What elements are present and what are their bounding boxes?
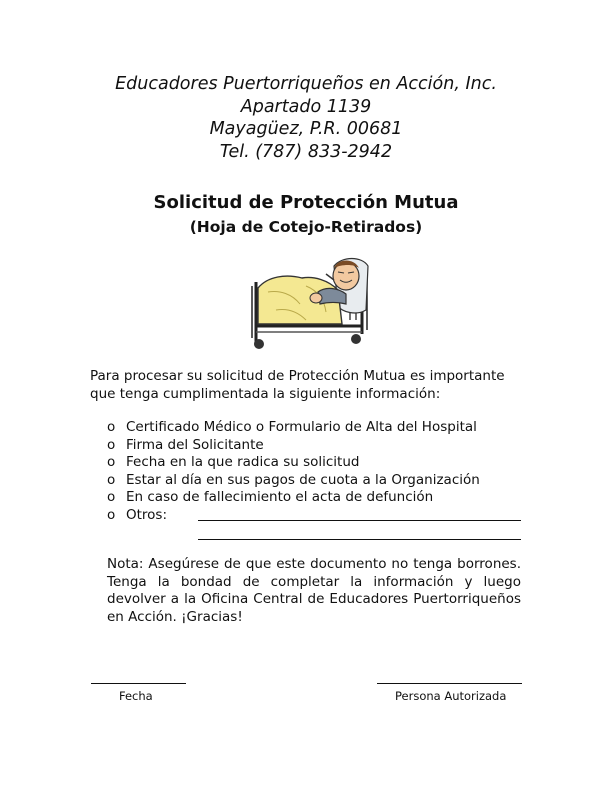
authorized-person-label: Persona Autorizada xyxy=(395,689,507,703)
checklist-item-label: Otros: xyxy=(126,506,168,523)
checklist-item xyxy=(107,454,527,472)
date-signature-line[interactable] xyxy=(91,683,186,684)
date-label: Fecha xyxy=(119,689,153,703)
document-subtitle: (Hoja de Cotejo-Retirados) xyxy=(189,218,423,236)
bullet-icon: o xyxy=(107,419,116,435)
organization-phone: Tel. (787) 833-2942 xyxy=(219,141,393,162)
document-title: Solicitud de Protección Mutua xyxy=(153,192,459,213)
bullet-icon: o xyxy=(107,454,116,470)
bullet-icon: o xyxy=(107,471,116,488)
intro-paragraph: Para procesar su solicitud de Protección Mutua es importante que tenga cumplimentada la siguiente información: xyxy=(90,368,505,402)
checklist-item xyxy=(107,437,527,455)
bullet-icon: o xyxy=(107,436,116,453)
bullet-icon: o xyxy=(107,506,116,523)
note-paragraph: Nota: Asegúrese de que este documento no tenga borrones. Tenga la bondad de completar la información y luego devolver a la Oficina Central de Educadores Puertorriqueños en Acción. ¡Gracias! xyxy=(107,556,521,626)
sick-person-in-bed-icon xyxy=(246,246,376,352)
checklist-item-label: Certificado Médico o Formulario de Alta del Hospital xyxy=(126,419,477,435)
checklist-item-label: Fecha en la que radica su solicitud xyxy=(126,454,360,470)
checklist-item-label: En caso de fallecimiento el acta de defunción xyxy=(126,489,434,505)
authorized-signature-line[interactable] xyxy=(377,683,522,684)
organization-city: Mayagüez, P.R. 00681 xyxy=(209,119,403,139)
others-fill-line-1[interactable] xyxy=(198,506,521,521)
organization-name: Educadores Puertorriqueños en Acción, Inc. xyxy=(115,74,497,94)
checklist-item xyxy=(107,419,527,437)
checklist-item-label: Estar al día en sus pagos de cuota a la Organización xyxy=(126,471,480,488)
organization-address: Apartado 1139 xyxy=(240,96,372,117)
others-fill-line-2[interactable] xyxy=(198,525,521,540)
organization-header xyxy=(0,73,612,163)
checklist-item xyxy=(107,472,527,490)
checklist-item-label: Firma del Solicitante xyxy=(126,436,264,453)
bullet-icon: o xyxy=(107,489,116,505)
checklist-item xyxy=(107,489,527,507)
